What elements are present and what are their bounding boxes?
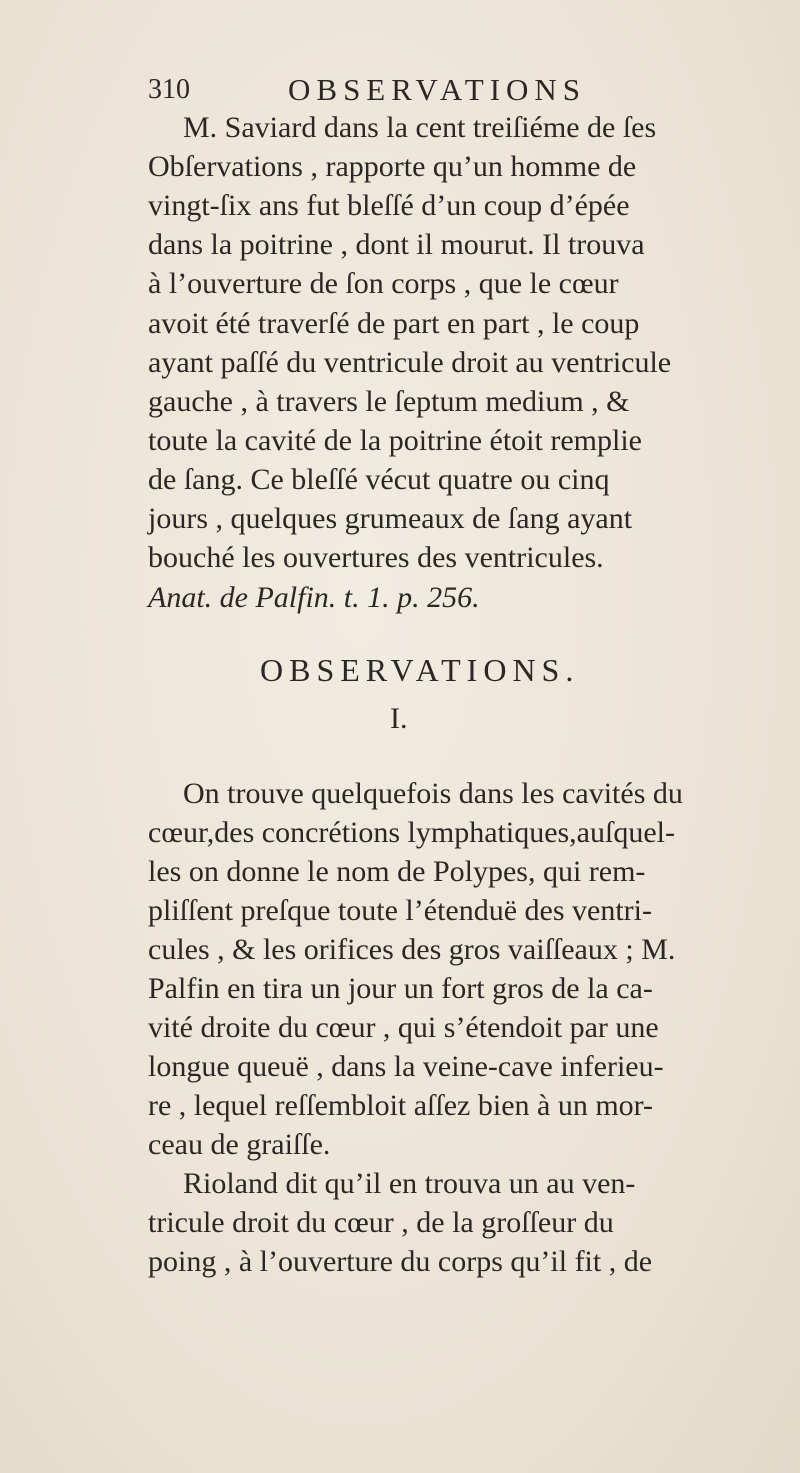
text-line: ceau de graiſſe. [148,1128,331,1161]
text-line: vingt-ſix ans fut bleſſé d’un coup d’épée [148,189,630,222]
running-head: OBSERVATIONS [288,72,587,107]
text-line: longue queuë , dans la veine-cave inferieu- [148,1050,664,1083]
text-line: avoit été traverſé de part en part , le coup [148,307,640,340]
text-line: M. Saviard dans la cent treiſiéme de ſes [183,111,657,144]
text-line: ayant paſſé du ventricule droit au ventricule [148,346,672,379]
text-line: jours , quelques grumeaux de ſang ayant [148,502,633,535]
text-line: Obſervations , rapporte qu’un homme de [148,150,637,183]
text-line: poing , à l’ouverture du corps qu’il fit , de [148,1245,653,1278]
text-line: tricule droit du cœur , de la groſſeur du [148,1206,614,1239]
citation: Anat. de Palfin. t. 1. p. 256. [148,581,480,614]
text-line: toute la cavité de la poitrine étoit remplie [148,424,642,457]
text-line: de ſang. Ce bleſſé vécut quatre ou cinq [148,463,610,496]
text-line: bouché les ouvertures des ventricules. [148,541,604,574]
page-number: 310 [148,74,190,105]
text-line: cules , & les orifices des gros vaiſſeaux ; M. [148,933,676,966]
text-line: On trouve quelquefois dans les cavités du [183,777,683,810]
text-line: Palfin en tira un jour un fort gros de la ca- [148,972,653,1005]
text-line: vité droite du cœur , qui s’étendoit par une [148,1011,659,1044]
section-title: OBSERVATIONS. [260,652,580,688]
text-line: gauche , à travers le ſeptum medium , & [148,385,630,418]
text-line: dans la poitrine , dont il mourut. Il trouva [148,228,645,261]
text-line: cœur,des concrétions lymphatiques,auſquel- [148,816,675,849]
text-line: Rioland dit qu’il en trouva un au ven- [183,1167,636,1200]
text-line: les on donne le nom de Polypes, qui rem- [148,855,646,888]
text-line: à l’ouverture de ſon corps , que le cœur [148,267,619,300]
text-line: re , lequel reſſembloit aſſez bien à un mor- [148,1089,654,1122]
section-numeral: I. [390,702,408,735]
text-line: pliſſent preſque toute l’étenduë des ventri- [148,894,652,927]
